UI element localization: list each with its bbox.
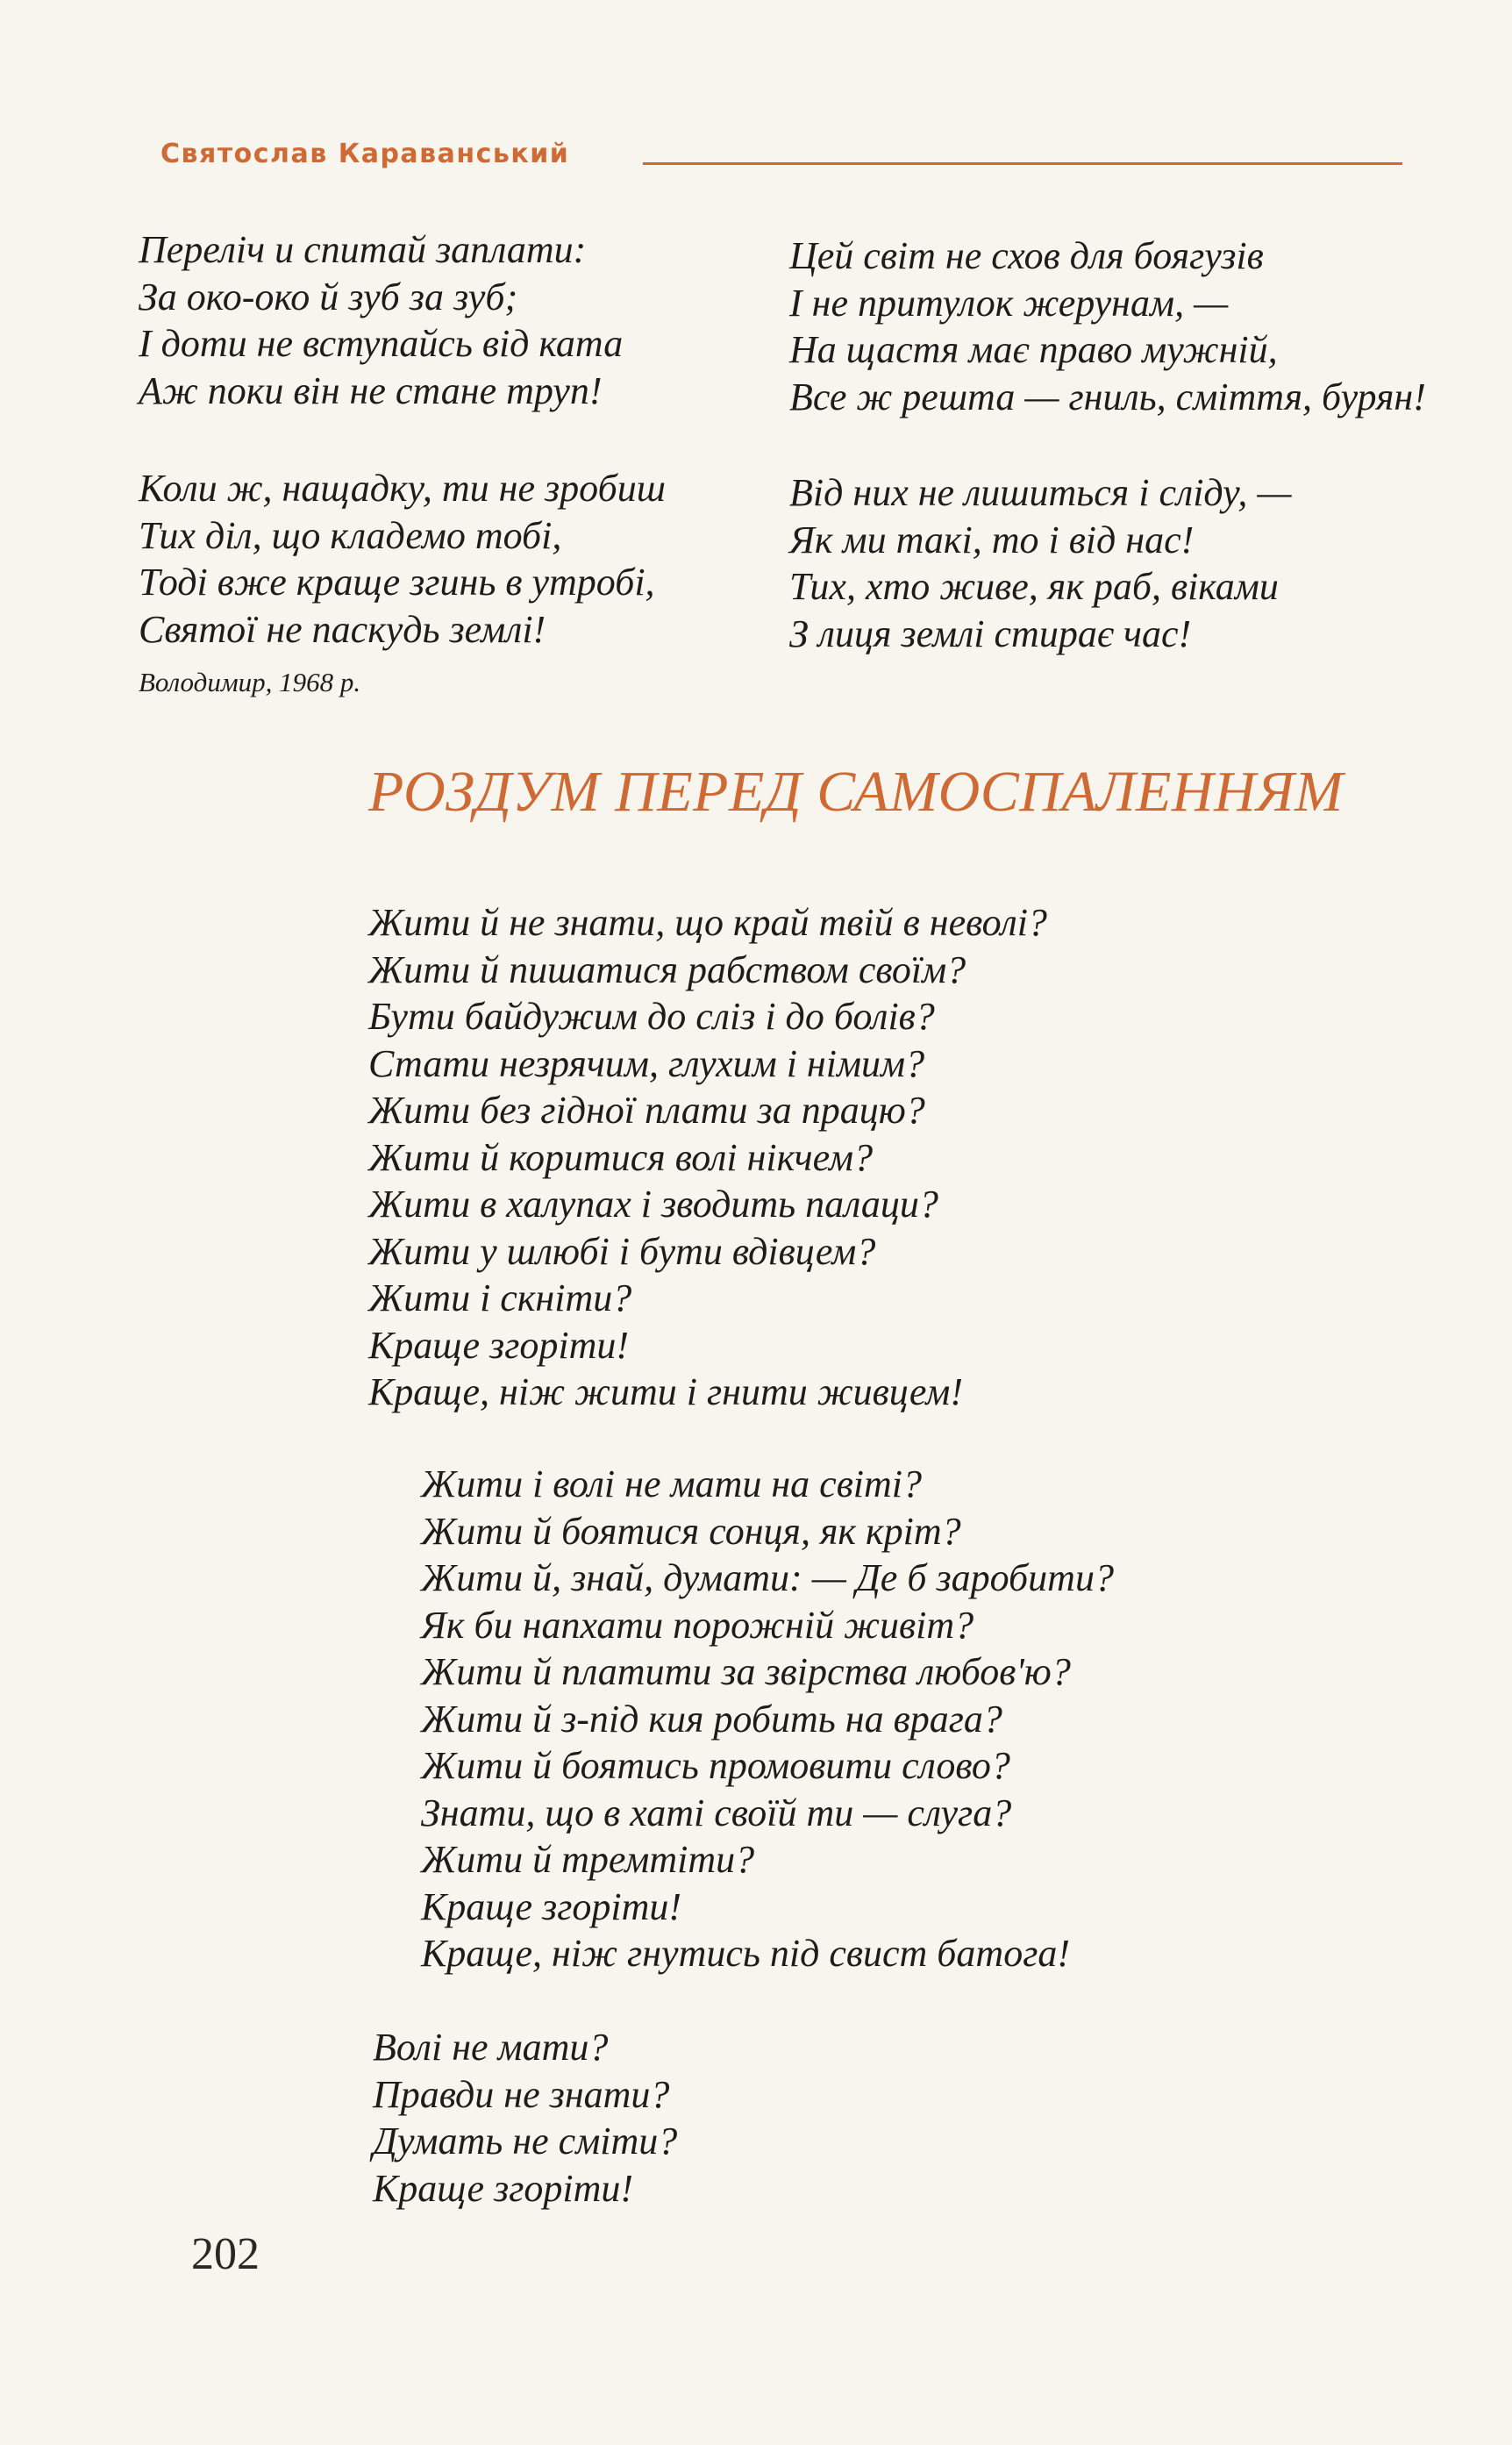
poem-line: Стати незрячим, глухим і німим? xyxy=(368,1041,925,1085)
poem-line: Як ми такі, то і від нас! xyxy=(789,518,1195,561)
poem-line: Жити й боятись промовити слово? xyxy=(421,1744,1010,1787)
poem-line: Все ж решта — гниль, сміття, бурян! xyxy=(789,375,1426,418)
poem-line: І не притулок жерунам, — xyxy=(789,281,1229,325)
second-poem-stanza-2 xyxy=(421,1461,1114,1977)
poem-line: Жити й боятися сонця, як кріт? xyxy=(421,1509,961,1553)
poem-line: Святої не паскудь землі! xyxy=(139,607,546,651)
poem-line: Жити й не знати, що край твій в неволі? xyxy=(368,901,1047,944)
poem-line: Тих, хто живе, як раб, віками xyxy=(789,565,1279,608)
second-poem-stanza-1 xyxy=(368,899,1047,1416)
running-head-rule xyxy=(643,162,1402,165)
poem-line: Жити й платити за звірства любов'ю? xyxy=(421,1650,1071,1693)
poem-line: Жити без гідної плати за працю? xyxy=(368,1089,925,1132)
poem-line: Тоді вже краще згинь в утробі, xyxy=(139,561,655,604)
poem-line: Жити й пишатися рабством своїм? xyxy=(368,947,966,991)
poem-signature: Володимир, 1968 р. xyxy=(139,667,361,697)
poem-line: Коли ж, нащадку, ти не зробиш xyxy=(139,467,666,510)
poem-line: Жити і скніти? xyxy=(368,1276,632,1319)
first-poem-right-stanza-1 xyxy=(789,232,1426,420)
page-number: 202 xyxy=(191,2229,260,2279)
poem-line: Знати, що в хаті своїй ти — слуга? xyxy=(421,1791,1012,1834)
poem-line: Краще, ніж жити і гнити живцем! xyxy=(368,1370,964,1413)
first-poem-left-stanza-2 xyxy=(139,465,666,653)
poem-line: Бути байдужим до сліз і до болів? xyxy=(368,995,935,1038)
poem-line: Цей світ не схов для боягузів xyxy=(789,234,1264,277)
poem-line: Правди не знати? xyxy=(373,2072,670,2116)
poem-line: Жити й з-під кия робить на врага? xyxy=(421,1697,1002,1741)
running-head-author: Святослав Караванський xyxy=(160,139,570,169)
poem-line: І доти не вступайсь від ката xyxy=(139,322,624,365)
poem-line: Краще згоріти! xyxy=(373,2166,634,2210)
poem-line: Волі не мати? xyxy=(373,2026,609,2069)
poem-line: Краще згоріти! xyxy=(421,1884,682,1928)
poem-line: Жити і волі не мати на світі? xyxy=(421,1462,923,1505)
first-poem-left-stanza-1 xyxy=(139,226,623,414)
poem-line: Жити у шлюбі і бути вдівцем? xyxy=(368,1229,876,1273)
poem-line: Краще, ніж гнутись під свист батога! xyxy=(421,1932,1071,1975)
poem-title: РОЗДУМ ПЕРЕД САМОСПАЛЕННЯМ xyxy=(368,760,1344,824)
poem-line: З лиця землі стирає час! xyxy=(789,611,1192,655)
poem-line: Від них не лишиться і сліду, — xyxy=(789,471,1292,514)
poem-line: Жити й, знай, думати: — Де б заробити? xyxy=(421,1556,1114,1599)
poem-line: Тих діл, що кладемо тобі, xyxy=(139,513,562,557)
poem-line: Жити й коритися волі нікчем? xyxy=(368,1135,874,1179)
poem-line: Аж поки він не стане труп! xyxy=(139,368,603,412)
poem-line: Жити й тремтіти? xyxy=(421,1838,755,1881)
poem-line: Як би напхати порожній живіт? xyxy=(421,1603,974,1647)
poem-line: Переліч и спитай заплати: xyxy=(139,228,587,271)
poem-line: Жити в халупах і зводить палаци? xyxy=(368,1183,938,1226)
poem-line: За око-око й зуб за зуб; xyxy=(139,275,518,318)
poem-line: Краще згоріти! xyxy=(368,1323,630,1367)
poem-line: На щастя має право мужній, xyxy=(789,328,1278,371)
poem-line: Думать не сміти? xyxy=(373,2120,678,2163)
second-poem-stanza-3 xyxy=(373,2024,677,2212)
first-poem-right-stanza-2 xyxy=(789,469,1292,657)
